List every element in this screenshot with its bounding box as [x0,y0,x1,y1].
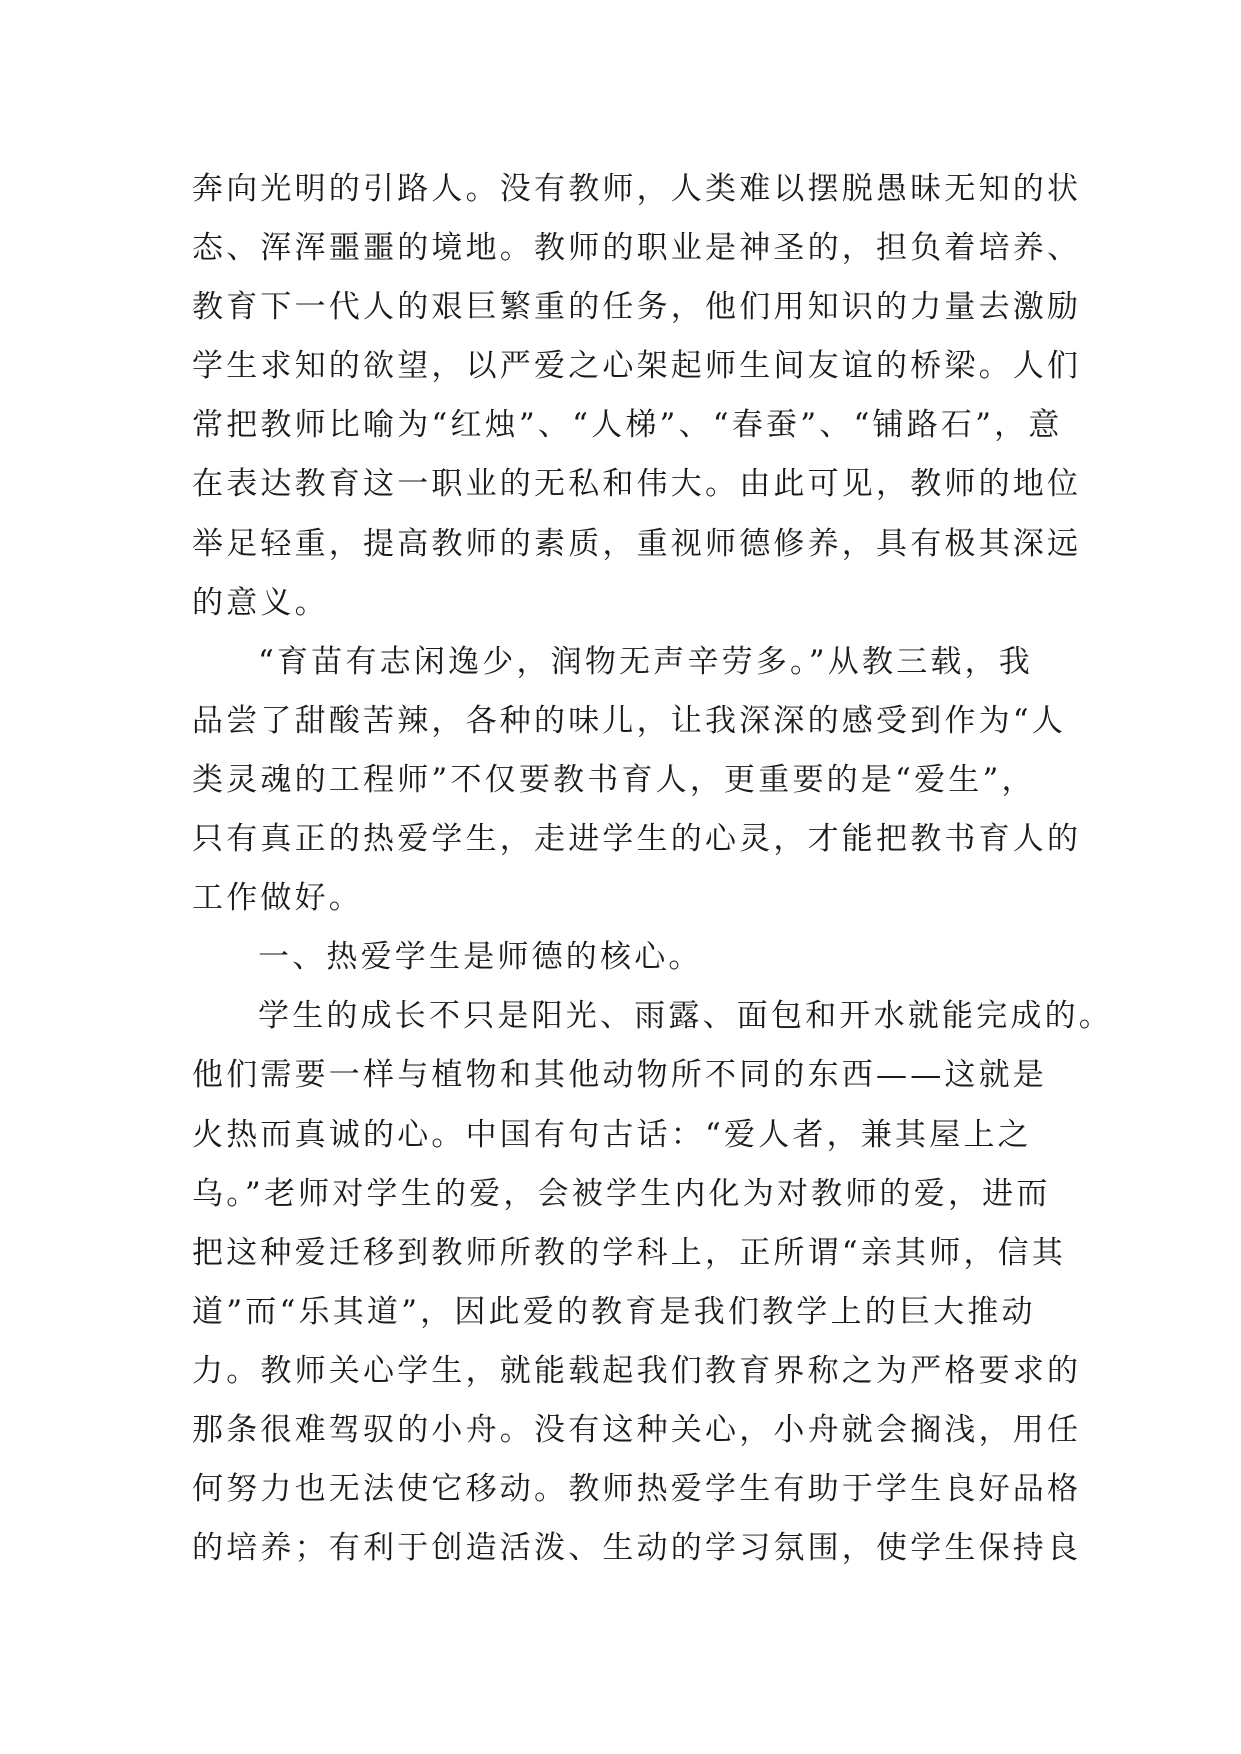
text-line: 态、浑浑噩噩的境地。教师的职业是神圣的，担负着培养、 [192,230,1082,267]
text-line: 乌。”老师对学生的爱，会被学生内化为对教师的爱，进而 [192,1175,1051,1212]
text-line: 学生求知的欲望，以严爱之心架起师生间友谊的桥梁。人们 [192,348,1082,385]
text-line: 何努力也无法使它移动。教师热爱学生有助于学生良好品格 [192,1471,1082,1508]
text-line: 类灵魂的工程师”不仅要教书育人，更重要的是“爱生”， [192,761,1036,798]
body-text [192,160,1113,1578]
text-line: 火热而真诚的心。中国有句古话：“爱人者，兼其屋上之 [192,1116,1032,1153]
text-line: 的意义。 [192,584,329,621]
text-line: 力。教师关心学生，就能载起我们教育界称之为严格要求的 [192,1352,1082,1389]
text-line: 在表达教育这一职业的无私和伟大。由此可见，教师的地位 [192,466,1082,503]
text-line: “育苗有志闲逸少，润物无声辛劳多。”从教三载，我 [258,643,1033,680]
text-line: 教育下一代人的艰巨繁重的任务，他们用知识的力量去激励 [192,289,1082,326]
text-line: 学生的成长不只是阳光、雨露、面包和开水就能完成的。 [258,998,1113,1035]
text-line: 道”而“乐其道”，因此爱的教育是我们教学上的巨大推动 [192,1293,1036,1330]
text-line: 的培养；有利于创造活泼、生动的学习氛围，使学生保持良 [192,1530,1082,1567]
text-line: 他们需要一样与植物和其他动物所不同的东西——这就是 [192,1057,1047,1094]
text-line: 一、热爱学生是师德的核心。 [258,939,703,976]
text-line: 品尝了甜酸苦辣，各种的味儿，让我深深的感受到作为“人 [192,702,1067,739]
text-line: 把这种爱迁移到教师所教的学科上，正所谓“亲其师，信其 [192,1234,1067,1271]
text-line: 只有真正的热爱学生，走进学生的心灵，才能把教书育人的 [192,821,1082,858]
text-line: 工作做好。 [192,880,363,917]
text-line: 举足轻重，提高教师的素质，重视师德修养，具有极其深远 [192,525,1082,562]
text-line: 奔向光明的引路人。没有教师，人类难以摆脱愚昧无知的状 [192,171,1082,207]
text-line: 那条很难驾驭的小舟。没有这种关心，小舟就会搁浅，用任 [192,1411,1082,1448]
text-line: 常把教师比喻为“红烛”、“人梯”、“春蚕”、“铺路石”，意 [192,407,1063,444]
